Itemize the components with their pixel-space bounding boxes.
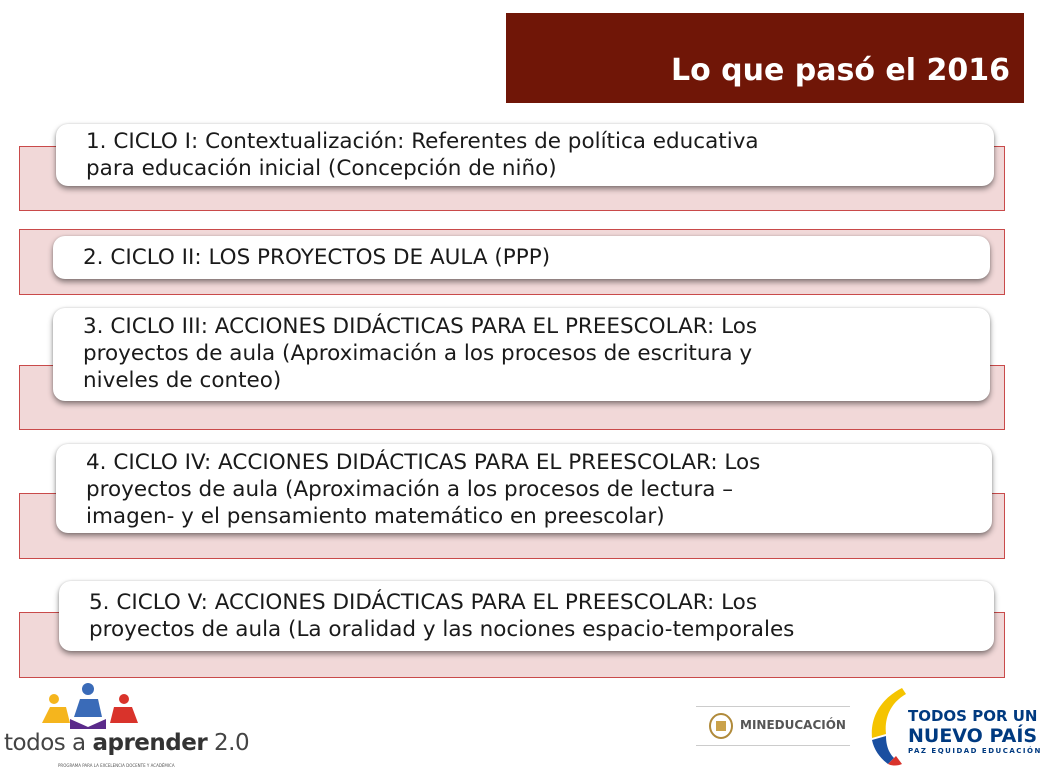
item-4-card (56, 444, 992, 533)
mineducacion-logo (696, 706, 850, 746)
item-1-line-1: 1. CICLO I: Contextualización: Referentes de política educativa (86, 129, 759, 154)
colombia-flag-swoosh-icon (862, 686, 908, 766)
title-banner (506, 13, 1024, 103)
campaign-line-2: NUEVO PAÍS (908, 725, 1038, 747)
item-4-line-1: 4. CICLO IV: ACCIONES DIDÁCTICAS PARA EL PREESCOLAR: Los (86, 450, 761, 475)
item-2-line-1: 2. CICLO II: LOS PROYECTOS DE AULA (PPP) (83, 245, 551, 270)
item-3-line-1: 3. CICLO III: ACCIONES DIDÁCTICAS PARA EL PREESCOLAR: Los (83, 314, 758, 339)
item-3-line-2: proyectos de aula (Aproximación a los procesos de escritura y (83, 341, 753, 366)
item-5-line-1: 5. CICLO V: ACCIONES DIDÁCTICAS PARA EL PREESCOLAR: Los (89, 590, 758, 615)
item-5-line-2: proyectos de aula (La oralidad y las nociones espacio-temporales (89, 617, 795, 642)
slide-title: Lo que pasó el 2016 (671, 53, 1010, 88)
item-1-card (56, 124, 994, 186)
logo-wordmark: todos a aprender 2.0 (4, 730, 250, 756)
campaign-slogan (908, 707, 1037, 747)
item-5-card (59, 581, 994, 651)
item-4-line-2: proyectos de aula (Aproximación a los procesos de lectura – (86, 477, 734, 502)
item-3-line-3: niveles de conteo) (83, 368, 282, 393)
todos-a-aprender-logo (2, 683, 250, 768)
footer (0, 680, 1042, 768)
item-4-line-3: imagen- y el pensamiento matemático en preescolar) (86, 504, 665, 529)
campaign-tagline: PAZ EQUIDAD EDUCACIÓN (908, 747, 1042, 755)
item-3-card (53, 308, 990, 401)
people-figures-icon (40, 683, 180, 731)
item-2-card (53, 236, 990, 279)
item-1-line-2: para educación inicial (Concepción de niño) (86, 156, 557, 181)
ministry-name: MINEDUCACIÓN (740, 718, 846, 732)
logo-tagline: PROGRAMA PARA LA EXCELENCIA DOCENTE Y ACADÉMICA (58, 763, 175, 768)
coat-of-arms-icon (708, 713, 734, 739)
campaign-line-1: TODOS POR UN (908, 707, 1038, 725)
